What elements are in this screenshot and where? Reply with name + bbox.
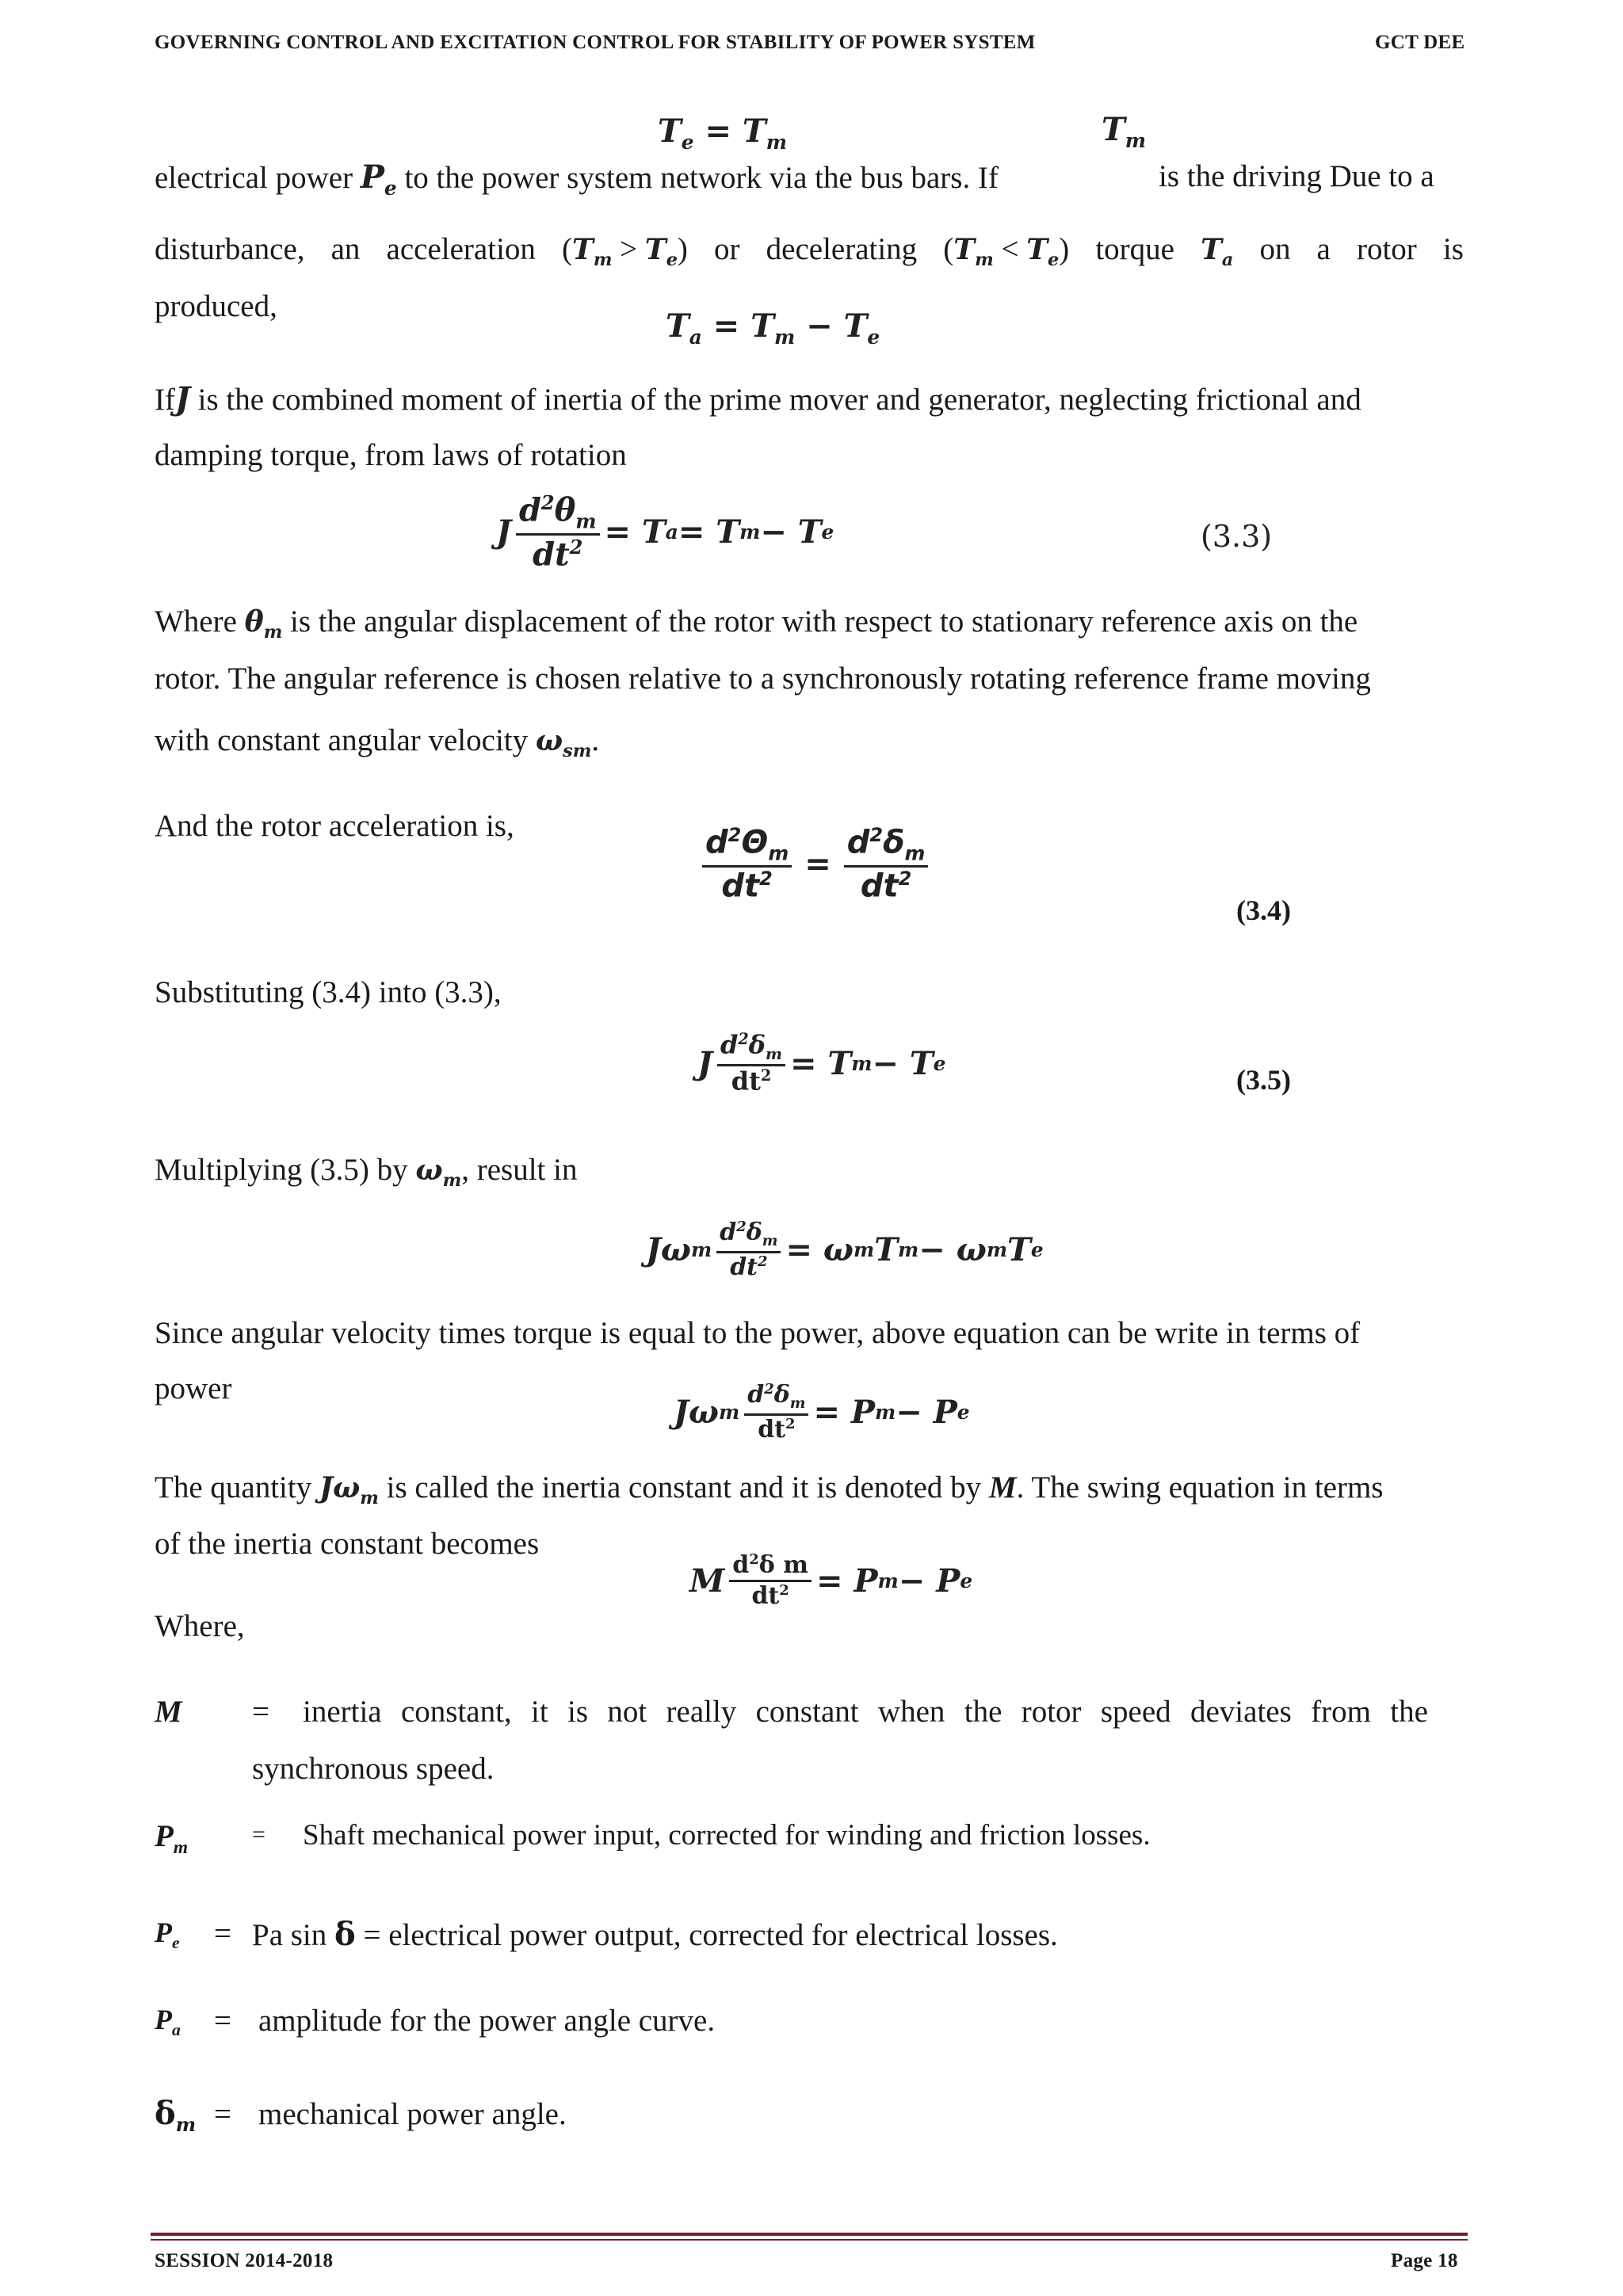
text-damping: damping torque, from laws of rotation xyxy=(155,438,627,472)
footer-page-number: Page 18 xyxy=(1391,2250,1458,2271)
text-substituting: Substituting (3.4) into (3.3), xyxy=(155,975,502,1009)
def-text-pa: amplitude for the power angle curve. xyxy=(258,2004,716,2038)
header-dept: GCT DEE xyxy=(1375,32,1465,53)
text-rotor-reference: rotor. The angular reference is chosen relative to a synchronously rotating reference frame moving xyxy=(155,662,1371,696)
footer-rule-thin xyxy=(151,2239,1468,2241)
def-symbol-pm: $P_m$ xyxy=(155,1819,189,1858)
equation-te-equals-tm: $T_e = T_m$ xyxy=(658,113,787,154)
def-text-pm: Shaft mechanical power input, corrected for winding and friction losses. xyxy=(303,1819,1151,1852)
text-where: Where, xyxy=(155,1609,245,1643)
text-line-2: disturbance, an acceleration $(T_m > T_e)$ or decelerating $(T_m < T_e)$ torque $T_a$ on a rotor is xyxy=(155,232,1464,271)
text-inertia-quantity: The quantity $J\omega_m$ is called the inertia constant and it is denoted by M. The swing equation in terms xyxy=(155,1470,1384,1509)
text-produced: produced, xyxy=(155,289,277,323)
equation-swing: M $\frac{d^2\delta m}{dt^2}$ = P m − P e xyxy=(689,1551,973,1610)
text-inertia-constant: of the inertia constant becomes xyxy=(155,1527,540,1561)
def-eq-pa: = xyxy=(214,2004,231,2038)
text-power: power xyxy=(155,1371,232,1405)
footer-session: SESSION 2014-2018 xyxy=(155,2250,334,2271)
equation-number-3-5: (3.5) xyxy=(1236,1064,1291,1096)
equation-number-3-4: (3.4) xyxy=(1236,894,1291,926)
text-line-if-j: IfJ is the combined moment of inertia of the prime mover and generator, neglecting frictional and xyxy=(155,380,1361,418)
def-eq-pe: = xyxy=(214,1917,231,1951)
text-multiplying: Multiplying (3.5) by $\omega_m$, result in xyxy=(155,1153,578,1192)
text-where-theta: Where $\theta_m$ is the angular displacement of the rotor with respect to stationary reference axis on the xyxy=(155,605,1358,643)
text-angular-velocity: with constant angular velocity $\omega_{sm}$. xyxy=(155,723,600,762)
text-rotor-acceleration: And the rotor acceleration is, xyxy=(155,809,514,843)
equation-3-3: J $\frac{d^2\theta_m}{dt^2}$ = T a = T m − T e xyxy=(496,491,834,574)
footer-rule xyxy=(151,2233,1468,2236)
header-title: GOVERNING CONTROL AND EXCITATION CONTROL FOR STABILITY OF POWER SYSTEM xyxy=(155,32,1036,53)
equation-power: Jω m $\frac{d^2\delta_m}{dt^2}$ = P m − P e xyxy=(674,1381,970,1444)
text-line-1-end: is the driving Due to a xyxy=(1159,159,1434,193)
def-symbol-m: M xyxy=(155,1695,182,1729)
def-text-pe: Pa sin δ = electrical power output, corrected for electrical losses. xyxy=(252,1916,1058,1953)
equation-number-3-3: (3.3) xyxy=(1201,519,1273,554)
equation-power-torque: Jω m $\frac{d^2\delta_m}{dt^2}$ = ω m T m − ω m T e xyxy=(646,1219,1044,1281)
text-since-angular: Since angular velocity times torque is equal to the power, above equation can be write in terms of xyxy=(155,1316,1361,1350)
def-symbol-delta-m: $\delta_m$ xyxy=(155,2095,197,2136)
def-text-m-2: synchronous speed. xyxy=(252,1752,495,1786)
equation-ta: $T_a = T_m - T_e$ xyxy=(666,307,880,349)
def-text-m: inertia constant, it is not really constant when the rotor speed deviates from the xyxy=(303,1695,1428,1729)
symbol-tm: $T_m$ xyxy=(1102,111,1147,152)
def-symbol-pa: $P_a$ xyxy=(155,2004,181,2040)
def-eq-delta-m: = xyxy=(214,2097,231,2131)
def-eq-m: = xyxy=(252,1695,269,1729)
def-text-delta-m: mechanical power angle. xyxy=(258,2097,567,2131)
equation-3-5: J $\frac{d^2\delta_m}{dt^2}$ = T m − T e xyxy=(697,1029,946,1097)
def-eq-pm: = xyxy=(252,1821,265,1848)
def-symbol-pe: $P_e$ xyxy=(155,1917,180,1953)
equation-3-4: $\frac{d^2\Theta_m}{dt^2}$ = $\frac{d^2\delta_m}{dt^2}$ xyxy=(697,826,933,903)
text-line-1: electrical power $P_e$ to the power system network via the bus bars. If xyxy=(155,158,999,200)
